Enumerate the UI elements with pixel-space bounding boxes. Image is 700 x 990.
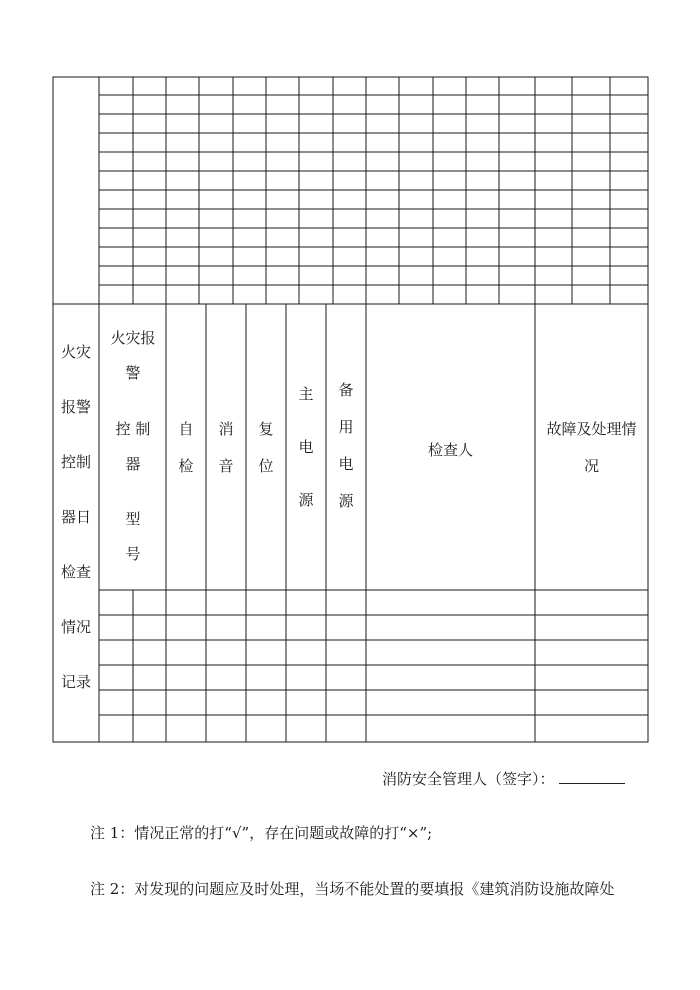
header-reset <box>246 422 286 482</box>
section-title-line: 记录 <box>60 673 91 691</box>
upper-grid-rows <box>99 95 648 285</box>
header-fault-handling <box>535 422 648 482</box>
header-backup-power-char: 备 <box>338 381 354 399</box>
header-fault-line: 况 <box>583 457 599 475</box>
header-self-check-char: 检 <box>178 457 194 475</box>
lower-grid-columns <box>99 304 535 742</box>
header-model-line: 控 制 <box>115 420 151 438</box>
header-main-power-char: 主 <box>298 385 314 403</box>
signature-blank[interactable] <box>559 769 625 784</box>
lower-grid-rows <box>99 590 648 715</box>
signature-label: 消防安全管理人（签字）： <box>382 770 555 788</box>
section-title-line: 情况 <box>60 618 91 636</box>
header-backup-power-char: 源 <box>338 492 354 510</box>
header-fault-line: 故障及处理情 <box>546 420 637 438</box>
header-self-check-char: 自 <box>178 420 194 438</box>
header-main-power-char: 电 <box>298 438 314 456</box>
header-mute-char: 消 <box>218 420 234 438</box>
header-main-power <box>286 387 326 517</box>
header-model-line: 警 <box>125 364 141 382</box>
header-model-line: 型 <box>125 510 141 528</box>
header-backup-power <box>326 383 366 523</box>
header-inspector: 检查人 <box>427 441 473 459</box>
header-reset-char: 位 <box>258 457 274 475</box>
header-backup-power-char: 用 <box>338 418 354 436</box>
header-reset-char: 复 <box>258 420 274 438</box>
header-controller-model <box>103 331 163 571</box>
note-2: 注 2：对发现的问题应及时处理，当场不能处置的要填报《建筑消防设施故障处 <box>90 880 615 898</box>
header-backup-power-char: 电 <box>338 455 354 473</box>
section-title-line: 器日 <box>60 508 91 526</box>
note-1: 注 1：情况正常的打“√”，存在问题或故障的打“×”; <box>90 824 433 842</box>
header-self-check <box>166 422 206 482</box>
header-model-line: 火灾报 <box>110 329 156 347</box>
header-mute-char: 音 <box>218 457 234 475</box>
header-main-power-char: 源 <box>298 491 314 509</box>
section-title-line: 控制 <box>60 453 91 471</box>
header-mute <box>206 422 246 482</box>
signature-field[interactable] <box>382 768 625 789</box>
header-model-line: 器 <box>125 455 141 473</box>
section-title-line: 报警 <box>60 398 91 416</box>
section-title-line: 火灾 <box>60 343 91 361</box>
header-model-line: 号 <box>125 545 141 563</box>
section-title <box>53 345 99 705</box>
section-title-line: 检查 <box>60 563 91 581</box>
